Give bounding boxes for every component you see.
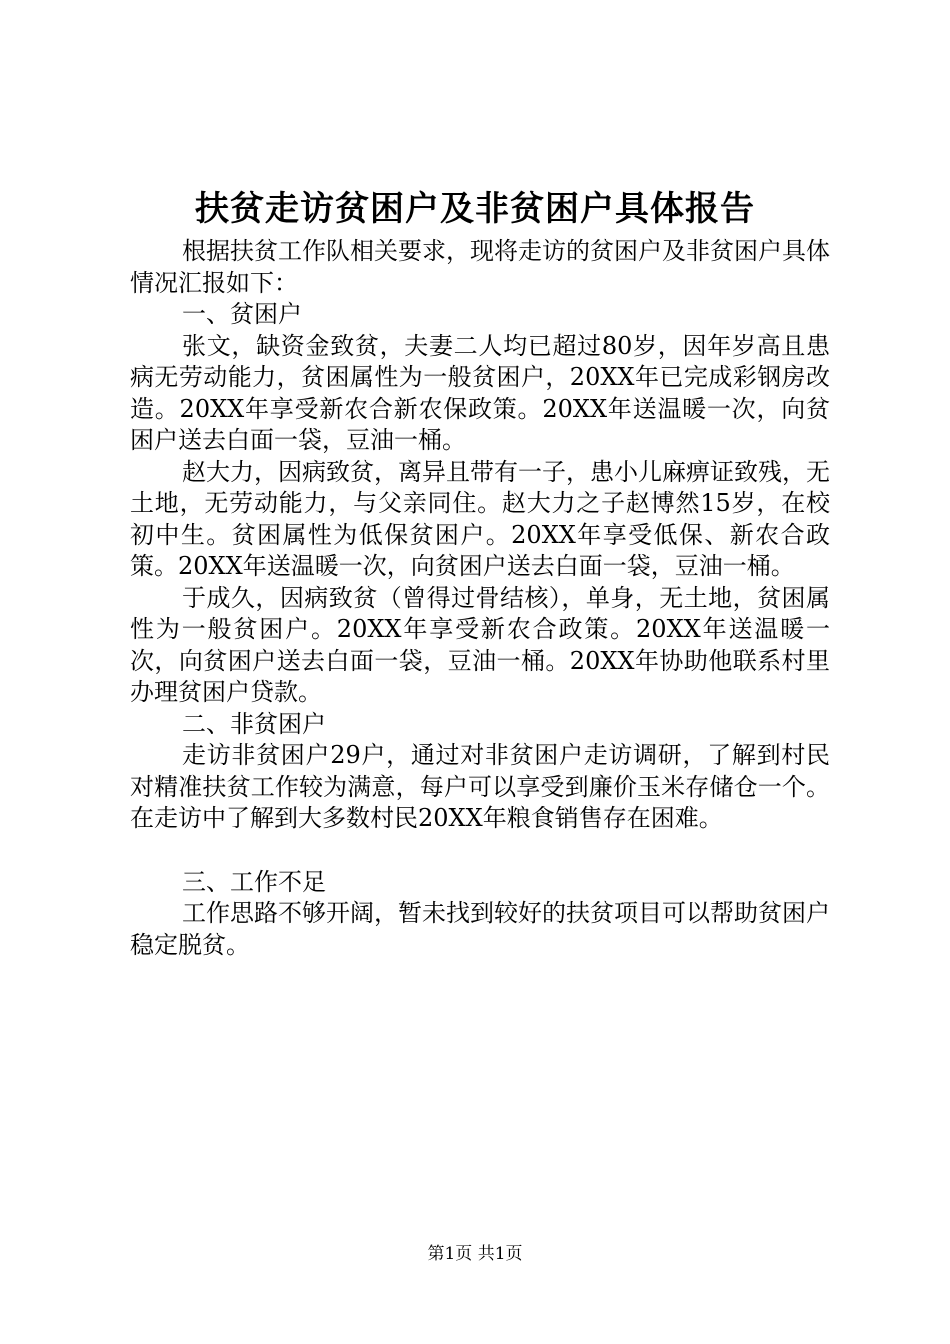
blank-line [130, 835, 830, 867]
paragraph-zhang-wen: 张文，缺资金致贫，夫妻二人均已超过80岁，因年岁高且患病无劳动能力，贫困属性为一般贫困户，20XX年已完成彩钢房改造。20XX年享受新农合新农保政策。20XX年送温暖一次，向贫困户送去白面一袋，豆油一桶。 [130, 331, 830, 454]
intro-paragraph: 根据扶贫工作队相关要求，现将走访的贫困户及非贫困户具体情况汇报如下： [130, 237, 830, 297]
page-title: 扶贫走访贫困户及非贫困户具体报告 [195, 189, 755, 229]
paragraph-non-poor-visit: 走访非贫困户29户，通过对非贫困户走访调研，了解到村民对精准扶贫工作较为满意，每户可以享受到廉价玉米存储仓一个。在走访中了解到大多数村民20XX年粮食销售存在困难。 [130, 741, 830, 832]
paragraph-shortcomings: 工作思路不够开阔，暂未找到较好的扶贫项目可以帮助贫困户稳定脱贫。 [130, 899, 830, 959]
page-footer: 第1页 共1页 [427, 1244, 523, 1264]
paragraph-zhao-dali: 赵大力，因病致贫，离异且带有一子，患小儿麻痹证致残，无土地，无劳动能力，与父亲同住。赵大力之子赵博然15岁，在校初中生。贫困属性为低保贫困户。20XX年享受低保、新农合政策。20XX年送温暖一次，向贫困户送去白面一袋，豆油一桶。 [130, 457, 830, 580]
section-heading-shortcomings: 三、工作不足 [182, 867, 326, 896]
section-heading-non-poor-households: 二、非贫困户 [182, 709, 326, 738]
paragraph-yu-chengjiu: 于成久，因病致贫（曾得过骨结核），单身，无土地，贫困属性为一般贫困户。20XX年享受新农合政策。20XX年送温暖一次，向贫困户送去白面一袋，豆油一桶。20XX年协助他联系村里办理贫困户贷款。 [130, 583, 830, 706]
document-body [130, 236, 830, 961]
section-heading-poor-households: 一、贫困户 [182, 300, 302, 328]
